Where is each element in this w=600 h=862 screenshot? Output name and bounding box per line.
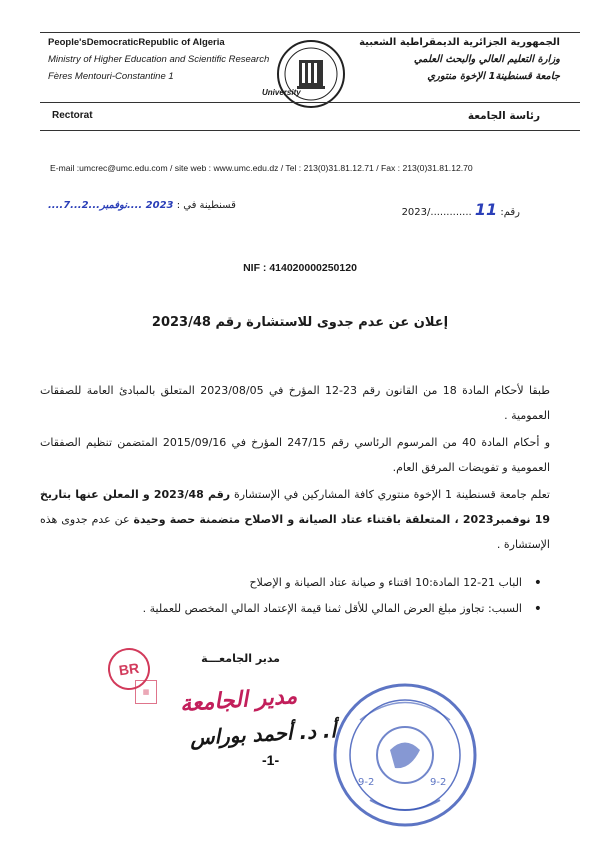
header-left-country: People'sDemocraticRepublic of Algeria xyxy=(48,37,225,48)
reference-label: رقم: xyxy=(500,207,520,218)
office-left: Rectorat xyxy=(52,110,93,121)
signature-name: أ. د. أحمد بوراس xyxy=(189,718,337,750)
br-stamp: BR xyxy=(105,645,152,692)
paragraph-1: طبقا لأحكام المادة 18 من القانون رقم 23-12 المؤرخ في 2023/08/05 المتعلق بالمبادئ العامة للصفقات العمومية . xyxy=(40,384,550,422)
signature-number: -1- xyxy=(262,752,280,768)
header-rule xyxy=(40,102,580,103)
header-right-university: جامعة قسنطينة1 الإخوة منتوري xyxy=(427,71,560,82)
contact-line: E-mail :umcrec@umc.edu.com / site web : www.umc.edu.dz / Tel : 213(0)31.81.12.71 / Fax : 213(0)31.81.12.70 xyxy=(50,163,473,173)
nif-number: NIF : 414020000250120 xyxy=(243,262,357,274)
top-rule xyxy=(40,32,580,33)
header-left-university: Fères Mentouri-Constantine 1 xyxy=(48,71,174,82)
paragraph-3-bold: رقم 2023/48 و المعلن عنها بتاريخ 19 نوفمبر2023 ، المتعلقة باقتناء عتاد الصيانة و الاصلاح متضمنة حصة وحيدة xyxy=(40,488,550,526)
reference-handwritten: 11 xyxy=(474,200,498,219)
logo-caption: University xyxy=(262,88,301,97)
header-left xyxy=(48,34,288,85)
registration-stamp-icon: ▦ xyxy=(135,680,157,704)
paragraph-3-end: عن عدم جدوى هذه الإستشارة . xyxy=(40,513,550,551)
list-item: • السبب: تجاوز مبلغ العرض المالي للأقل ثمنا قيمة الإعتماد المالي المخصص للعملية . xyxy=(40,596,550,622)
svg-text:9-2: 9-2 xyxy=(358,777,375,788)
header-right-ministry: وزارة التعليم العالي والبحث العلمي xyxy=(413,54,560,65)
date-handwritten: 2023 ....نوفمبر...2...7.... xyxy=(48,200,174,211)
paragraph-2: و أحكام المادة 40 من المرسوم الرئاسي رقم 247/15 المؤرخ في 2015/09/16 المتضمن تنظيم الصفقات العمومية و تفويضات المرفق العام. xyxy=(40,436,550,474)
date-label: قسنطينة في : xyxy=(176,200,236,211)
dateline xyxy=(48,200,236,211)
header-right-country: الجمهورية الجزائرية الديمقراطية الشعبية xyxy=(359,37,560,48)
list-item: • الباب 21-12 المادة:10 اقتناء و صيانة عتاد الصيانة و الإصلاح xyxy=(40,570,550,596)
reference-line xyxy=(402,200,520,219)
signature-stamp-title: مدير الجامعة xyxy=(179,683,298,718)
header-right xyxy=(310,34,560,85)
signature-heading: مدير الجامعـــة xyxy=(201,652,280,665)
document-title: إعلان عن عدم جدوى للاستشارة رقم 2023/48 xyxy=(151,315,449,330)
paragraph-3 xyxy=(40,482,550,557)
header-left-ministry: Ministry of Higher Education and Scientific Research xyxy=(48,54,270,65)
svg-text:9-2: 9-2 xyxy=(430,777,447,788)
office-rule xyxy=(40,130,580,131)
official-seal-icon xyxy=(330,680,480,830)
paragraph-3-intro: تعلم جامعة قسنطينة 1 الإخوة منتوري كافة المشاركين في الإستشارة xyxy=(230,488,550,501)
reference-dots: ............./2023 xyxy=(401,207,472,218)
details-list xyxy=(40,570,550,622)
office-right: رئاسة الجامعة xyxy=(467,110,540,122)
